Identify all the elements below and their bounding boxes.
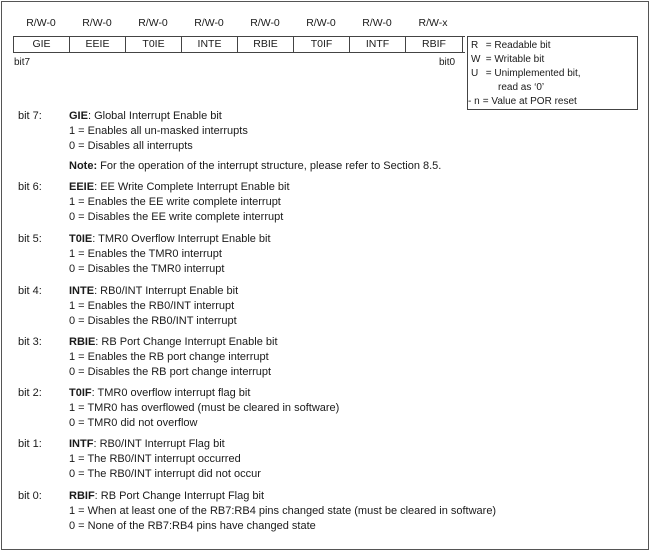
bit-title (69, 489, 264, 504)
bit-title (69, 386, 250, 401)
bit-label: bit 0: (18, 490, 42, 502)
legend-key: - n (468, 96, 480, 107)
legend-item-readable (471, 39, 551, 52)
bit-cell-inte: INTE (181, 37, 237, 52)
bit-label: bit 1: (18, 438, 42, 450)
bit-name: INTE (69, 285, 95, 297)
bit-cell-t0if: T0IF (293, 37, 349, 52)
legend-item-unimplemented (471, 67, 581, 80)
bit-title-text: : EE Write Complete Interrupt Enable bit (94, 181, 290, 193)
msb-label: bit7 (14, 57, 31, 68)
bit-cell-eeie: EEIE (69, 37, 125, 52)
bit-set-desc: 1 = Enables the RB0/INT interrupt (69, 300, 235, 312)
bit-clear-desc: 0 = Disables the RB0/INT interrupt (69, 315, 237, 327)
note-text: For the operation of the interrupt structure, please refer to Section 8.5. (97, 160, 442, 172)
bit-clear-desc: 0 = Disables all interrupts (69, 140, 193, 152)
bit-title (69, 437, 225, 452)
note (69, 159, 441, 174)
bit-title-text: : RB0/INT Interrupt Flag bit (93, 438, 225, 450)
access-bit4: R/W-0 (194, 17, 224, 29)
bit-title (69, 284, 238, 299)
bit-set-desc: 1 = TMR0 has overflowed (must be cleared in software) (69, 402, 340, 414)
bit-name: INTF (69, 438, 94, 450)
bit-set-desc: 1 = Enables the RB port change interrupt (69, 351, 269, 363)
bit-name: RBIE (69, 336, 96, 348)
legend-item-por (468, 95, 577, 108)
bit-set-desc: 1 = Enables the TMR0 interrupt (69, 248, 222, 260)
bit-set-desc: 1 = Enables the EE write complete interrupt (69, 196, 281, 208)
bit-cell-t0ie: T0IE (125, 37, 181, 52)
bit-name: GIE (69, 110, 88, 122)
legend-item-read-as-zero (498, 81, 544, 94)
bit-cell-rbif: RBIF (405, 37, 463, 52)
bit-label: bit 7: (18, 110, 42, 122)
access-bit0: R/W-x (418, 17, 448, 29)
bit-title (69, 232, 271, 247)
legend-key: U (471, 68, 479, 79)
bit-label: bit 6: (18, 181, 42, 193)
lsb-label: bit0 (439, 57, 456, 68)
bit-title-text: : RB0/INT Interrupt Enable bit (94, 285, 239, 297)
bit-title-text: : RB Port Change Interrupt Enable bit (95, 336, 278, 348)
bit-cell-intf: INTF (349, 37, 405, 52)
access-bit7: R/W-0 (26, 17, 56, 29)
bit-set-desc: 1 = The RB0/INT interrupt occurred (69, 453, 241, 465)
bit-set-desc: 1 = Enables all un-masked interrupts (69, 125, 248, 137)
bit-name: T0IF (69, 387, 92, 399)
bit-name: EEIE (69, 181, 95, 193)
bit-name: RBIF (69, 490, 95, 502)
bit-title-text: : TMR0 Overflow Interrupt Enable bit (92, 233, 271, 245)
note-label: Note: (69, 160, 98, 172)
access-bit2: R/W-0 (306, 17, 336, 29)
bit-clear-desc: 0 = None of the RB7:RB4 pins have changed state (69, 520, 316, 532)
bit-clear-desc: 0 = The RB0/INT interrupt did not occur (69, 468, 261, 480)
access-bit6: R/W-0 (82, 17, 112, 29)
register-bit-table (13, 36, 465, 53)
bit-clear-desc: 0 = Disables the TMR0 interrupt (69, 263, 225, 275)
bit-title (69, 109, 222, 124)
legend-box (467, 36, 638, 110)
bit-title-text: : Global Interrupt Enable bit (87, 110, 222, 122)
legend-text: = Unimplemented bit, (485, 68, 581, 79)
legend-text: = Writable bit (485, 54, 545, 65)
legend-key: R (471, 40, 479, 51)
bit-label: bit 2: (18, 387, 42, 399)
bit-set-desc: 1 = When at least one of the RB7:RB4 pins changed state (must be cleared in software) (69, 505, 497, 517)
bit-clear-desc: 0 = TMR0 did not overflow (69, 417, 198, 429)
bit-label: bit 4: (18, 285, 42, 297)
legend-key: W (471, 54, 481, 65)
bit-label: bit 5: (18, 233, 42, 245)
legend-text: = Readable bit (485, 40, 551, 51)
bit-clear-desc: 0 = Disables the EE write complete interrupt (69, 211, 284, 223)
bit-clear-desc: 0 = Disables the RB port change interrupt (69, 366, 272, 378)
bit-title-text: : RB Port Change Interrupt Flag bit (94, 490, 265, 502)
access-bit5: R/W-0 (138, 17, 168, 29)
bit-name: T0IE (69, 233, 93, 245)
bit-label: bit 3: (18, 336, 42, 348)
bit-cell-gie: GIE (13, 37, 69, 52)
legend-text: read as ‘0’ (498, 82, 545, 93)
legend-item-writable (471, 53, 544, 66)
bit-title-text: : TMR0 overflow interrupt flag bit (91, 387, 251, 399)
legend-text: = Value at POR reset (482, 96, 577, 107)
access-bit1: R/W-0 (362, 17, 392, 29)
bit-cell-rbie: RBIE (237, 37, 293, 52)
access-row (13, 16, 465, 30)
access-bit3: R/W-0 (250, 17, 280, 29)
bit-title (69, 335, 278, 350)
bit-title (69, 180, 290, 195)
